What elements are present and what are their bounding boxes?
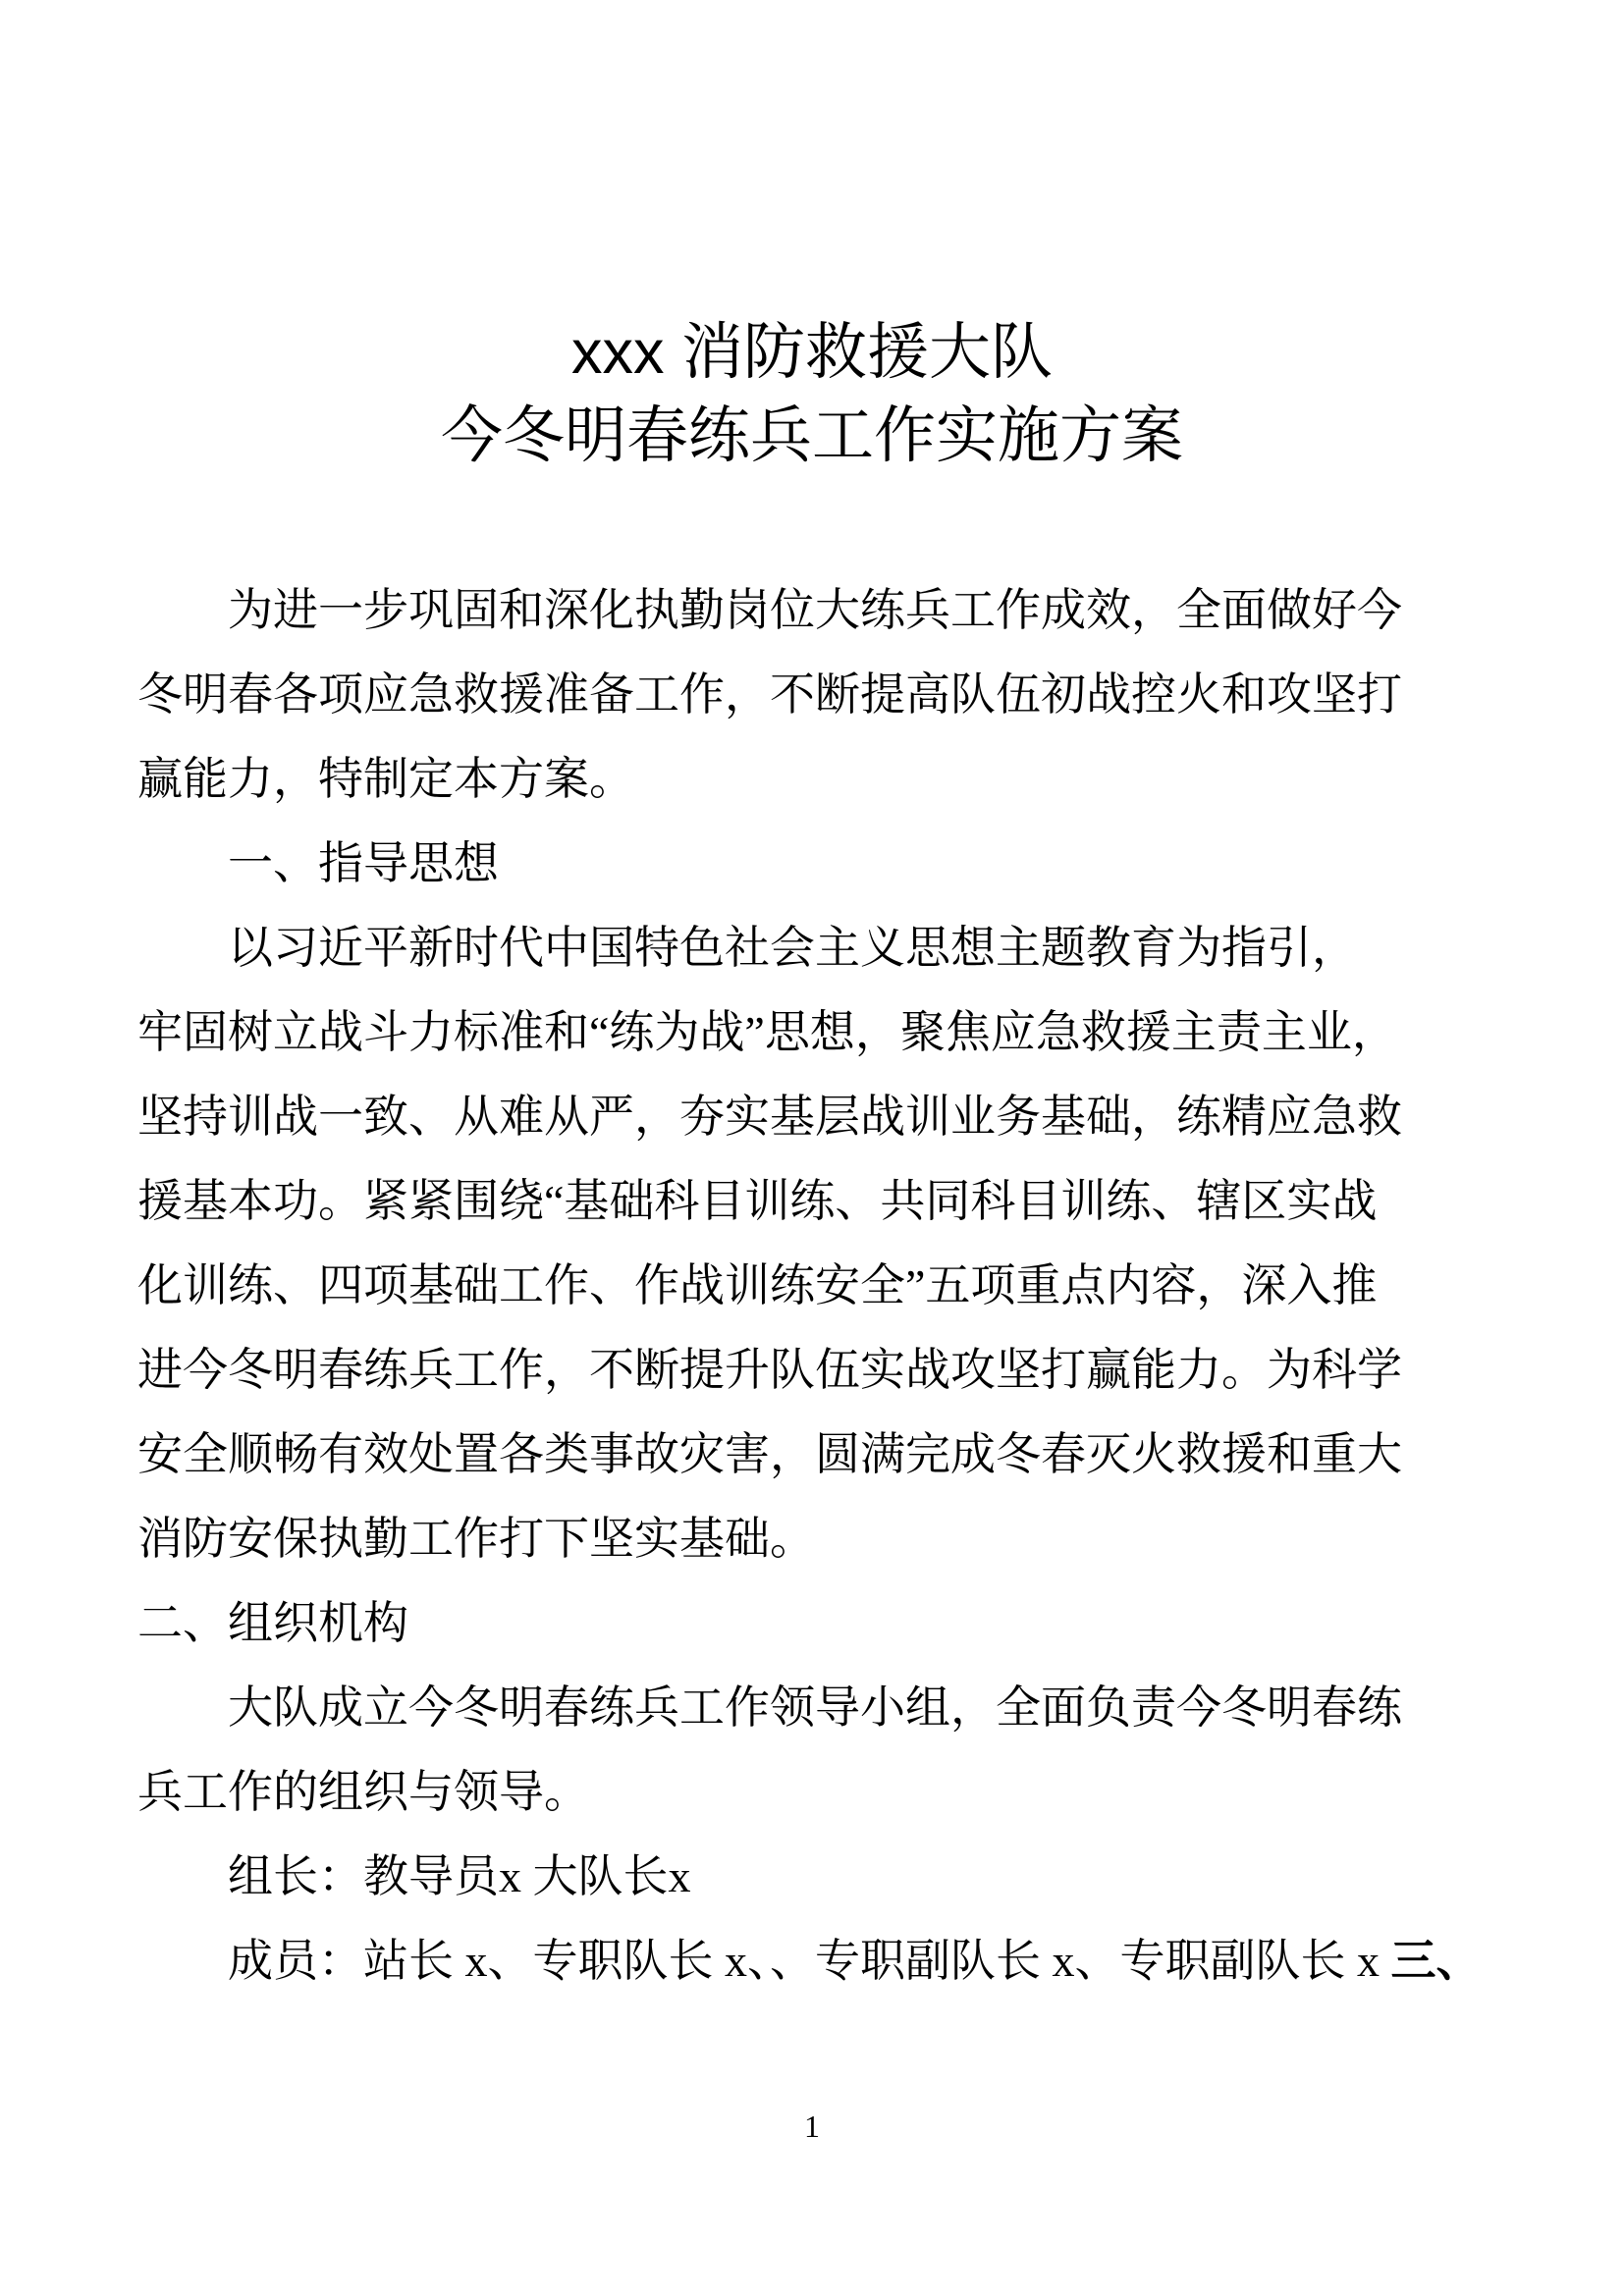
text-line-content: 牢固树立战斗力标准和“练为战”思想，聚焦应急救援主责主业， [137, 1007, 1397, 1057]
text-line [137, 1497, 1487, 1581]
text-line-content: 一、指导思想 [228, 838, 499, 888]
text-line-content: 消防安保执勤工作打下坚实基础。 [137, 1514, 815, 1564]
text-line-content: 兵工作的组织与领导。 [137, 1767, 589, 1817]
text-line [137, 1075, 1487, 1159]
text-line-content: 大队成立今冬明春练兵工作领导小组，全面负责今冬明春练 [228, 1682, 1402, 1733]
text-line [137, 822, 1487, 906]
text-line-content: 为进一步巩固和深化执勤岗位大练兵工作成效，全面做好今 [228, 585, 1402, 635]
text-line [137, 1581, 1487, 1666]
text-line [137, 1159, 1487, 1244]
text-line [137, 906, 1487, 990]
text-line-content: 安全顺畅有效处置各类事故灾害，圆满完成冬春灭火救援和重大 [137, 1429, 1402, 1479]
text-line [137, 653, 1487, 737]
text-line [137, 1919, 1487, 2003]
text-line-content: 以习近平新时代中国特色社会主义思想主题教育为指引， [228, 923, 1357, 973]
text-line [137, 737, 1487, 822]
text-line [137, 568, 1487, 653]
text-line-content: 冬明春各项应急救援准备工作，不断提高队伍初战控火和攻坚打 [137, 669, 1402, 720]
text-line [137, 1835, 1487, 1919]
page-number: 1 [804, 2109, 820, 2144]
text-line-content: 援基本功。紧紧围绕“基础科目训练、共同科目训练、辖区实战 [137, 1176, 1378, 1226]
text-line-content: 组长：教导员x 大队长x [228, 1851, 691, 1901]
document-body [137, 568, 1487, 2003]
document-title-line-2: 今冬明春练兵工作实施方案 [441, 401, 1183, 470]
text-line-content: 化训练、四项基础工作、作战训练安全”五项重点内容，深入推 [137, 1260, 1378, 1310]
document-title [0, 311, 1624, 478]
text-line-content: 二、组织机构 [137, 1598, 408, 1648]
text-line-content: 成员：站长 x、专职队长 x、、专职副队长 x、专职副队长 x [228, 1936, 1391, 1986]
text-line [137, 990, 1487, 1075]
text-line [137, 1244, 1487, 1328]
text-line-content: 赢能力，特制定本方案。 [137, 754, 634, 804]
bold-heading-fragment: 三、 [1390, 1936, 1482, 1986]
document-title-line-1: xxx 消防救援大队 [570, 318, 1053, 387]
text-line [137, 1666, 1487, 1750]
text-line [137, 1750, 1487, 1835]
text-line-content: 坚持训战一致、从难从严，夯实基层战训业务基础，练精应急救 [137, 1092, 1402, 1142]
text-line [137, 1413, 1487, 1497]
text-line-content: 进今冬明春练兵工作，不断提升队伍实战攻坚打赢能力。为科学 [137, 1345, 1402, 1395]
text-line [137, 1328, 1487, 1413]
